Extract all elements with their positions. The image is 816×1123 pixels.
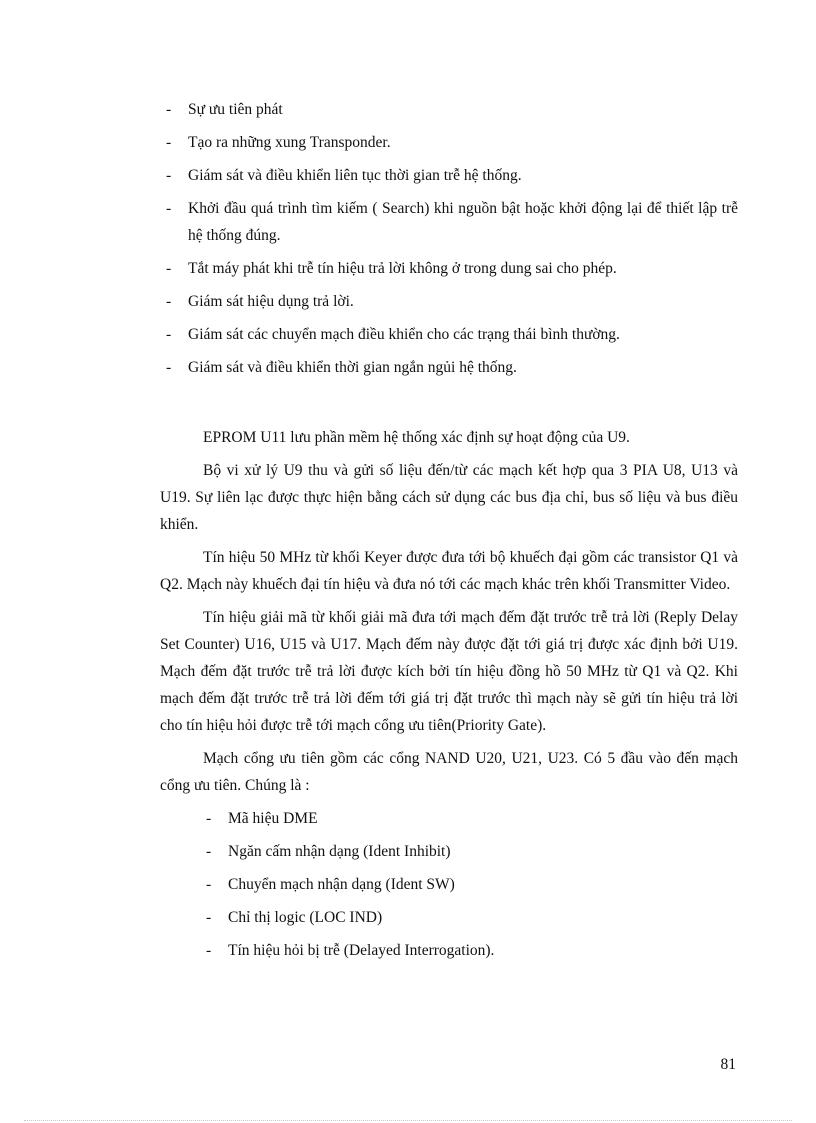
list-item	[200, 904, 738, 931]
dash: -	[166, 293, 172, 310]
dash: -	[166, 101, 172, 118]
function-list	[160, 96, 738, 387]
list-item	[200, 937, 738, 964]
list-item-text: Chuyển mạch nhận dạng (Ident SW)	[228, 876, 455, 893]
list-item-text: Giám sát và điều khiển thời gian ngắn ngủi hệ thống.	[188, 359, 517, 376]
dash: -	[166, 326, 172, 343]
list-item	[160, 96, 738, 123]
list-item-text: Tạo ra những xung Transponder.	[188, 134, 391, 151]
list-item	[160, 129, 738, 156]
list-item	[160, 255, 738, 282]
list-item-text: Giám sát hiệu dụng trả lời.	[188, 293, 354, 310]
body-text	[160, 424, 738, 970]
list-item-text: Giám sát và điều khiển liên tục thời gian trễ hệ thống.	[188, 167, 522, 184]
dash: -	[166, 167, 172, 184]
input-list	[200, 805, 738, 964]
list-item	[160, 321, 738, 348]
dash: -	[166, 200, 172, 217]
page-number: 81	[720, 1056, 736, 1073]
dash: -	[166, 134, 172, 151]
list-item	[160, 288, 738, 315]
paragraph: Tín hiệu giải mã từ khối giải mã đưa tới mạch đếm đặt trước trễ trả lời (Reply Delay Set Counter) U16, U15 và U17. Mạch đếm này được đặt tới giá trị được xác định bởi U19. Mạch đếm đặt trước trễ trả lời được kích bởi tín hiệu đồng hồ 50 MHz từ Q1 và Q2. Khi mạch đếm đặt trước trễ trả lời đếm tới giá trị đặt trước thì mạch này sẽ gửi tín hiệu trả lời cho tín hiệu hỏi được trễ tới mạch cổng ưu tiên(Priority Gate).	[160, 609, 738, 734]
list-item	[160, 162, 738, 189]
paragraph: Tín hiệu 50 MHz từ khối Keyer được đưa tới bộ khuếch đại gồm các transistor Q1 và Q2. Mạch này khuếch đại tín hiệu và đưa nó tới các mạch khác trên khối Transmitter Video.	[160, 549, 738, 593]
list-item-text: Tắt máy phát khi trễ tín hiệu trả lời không ở trong dung sai cho phép.	[188, 260, 617, 277]
paragraph: EPROM U11 lưu phần mềm hệ thống xác định sự hoạt động của U9.	[203, 429, 630, 446]
page-bottom-rule	[24, 1120, 792, 1121]
list-item-text: Giám sát các chuyển mạch điều khiển cho các trạng thái bình thường.	[188, 326, 620, 343]
list-item-text: Sự ưu tiên phát	[188, 101, 283, 118]
list-item-text: Ngăn cấm nhận dạng (Ident Inhibit)	[228, 843, 451, 860]
list-item	[160, 195, 738, 249]
list-item	[200, 805, 738, 832]
paragraph: Mạch cổng ưu tiên gồm các cổng NAND U20, U21, U23. Có 5 đầu vào đến mạch cổng ưu tiên. Chúng là :	[160, 750, 738, 794]
list-item-text: Khởi đầu quá trình tìm kiếm ( Search) khi nguồn bật hoặc khởi động lại để thiết lập trễ hệ thống đúng.	[188, 200, 738, 244]
list-item-text: Mã hiệu DME	[228, 810, 318, 827]
dash: -	[166, 359, 172, 376]
list-item-text: Tín hiệu hỏi bị trễ (Delayed Interrogation).	[228, 942, 495, 959]
list-item	[200, 871, 738, 898]
list-item	[200, 838, 738, 865]
dash: -	[206, 843, 212, 860]
paragraph: Bộ vi xử lý U9 thu và gửi số liệu đến/từ các mạch kết hợp qua 3 PIA U8, U13 và U19. Sự liên lạc được thực hiện bằng cách sử dụng các bus địa chỉ, bus số liệu và bus điều khiển.	[160, 462, 738, 533]
dash: -	[166, 260, 172, 277]
list-item-text: Chỉ thị logic (LOC IND)	[228, 909, 383, 926]
dash: -	[206, 942, 212, 959]
dash: -	[206, 909, 212, 926]
dash: -	[206, 810, 212, 827]
dash: -	[206, 876, 212, 893]
list-item	[160, 354, 738, 381]
